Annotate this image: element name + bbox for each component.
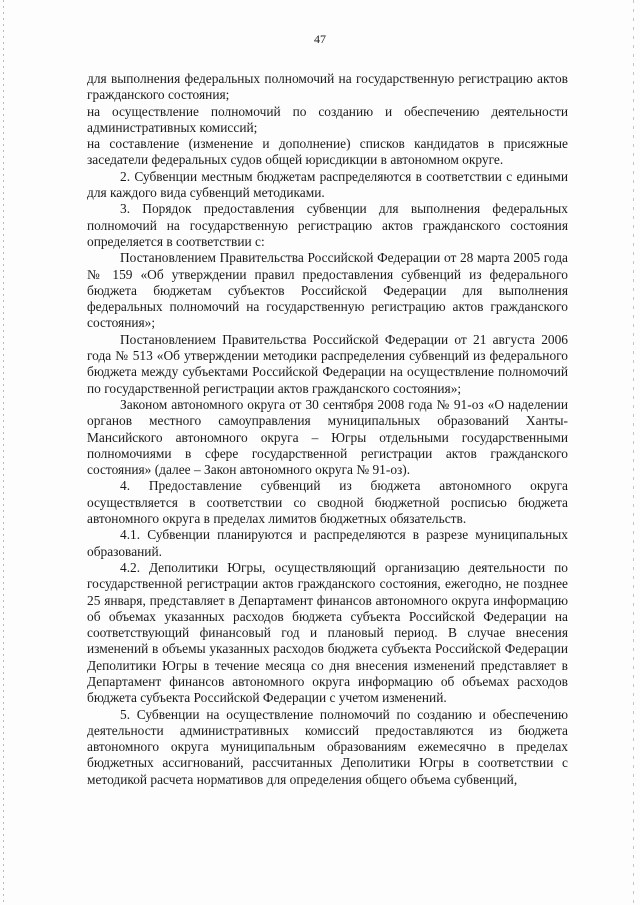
scan-edge-right [633, 0, 634, 905]
paragraph: Постановлением Правительства Российской Федерации от 21 августа 2006 года № 513 «Об утверждении методики распределения субвенций из федерального бюджета между субъектами Российской Федерации на осуществление полномочий по государственной регистрации актов гражданского состояния»; [87, 331, 568, 396]
paragraph: Законом автономного округа от 30 сентября 2008 года № 91-оз «О наделении органов местного самоуправления муниципальных образований Ханты-Мансийского автономного округа – Югры отдельными государственными полномочиями в сфере государственной регистрации актов гражданского состояния» (далее – Закон автономного округа № 91-оз). [87, 396, 568, 478]
paragraph: 3. Порядок предоставления субвенции для выполнения федеральных полномочий на государственную регистрацию актов гражданского состояния определяется в соответствии с: [87, 201, 568, 249]
page-number: 47 [314, 32, 326, 46]
paragraph: на составление (изменение и дополнение) списков кандидатов в присяжные заседатели федеральных судов общей юрисдикции в автономном округе. [87, 136, 568, 168]
paragraph: 5. Субвенции на осуществление полномочий по созданию и обеспечению деятельности административных комиссий предоставляются из бюджета автономного округа муниципальным образованиям ежемесячно в пределах бюджетных ассигнований, рассчитанных Дeполитики Югры в соответствии с методикой расчета нормативов для определения общего объема субвенций, [87, 706, 568, 787]
paragraph: для выполнения федеральных полномочий на государственную регистрацию актов гражданского состояния; [87, 71, 568, 103]
paragraph: 2. Субвенции местным бюджетам распределяются в соответствии с едиными для каждого вида субвенций методиками. [87, 168, 568, 201]
body-text [87, 71, 568, 788]
paragraph: на осуществление полномочий по созданию и обеспечению деятельности административных комиссий; [87, 103, 568, 135]
paragraph: Постановлением Правительства Российской Федерации от 28 марта 2005 года № 159 «Об утверждении правил предоставления субвенций из федерального бюджета бюджетам субъектов Российской Федерации для выполнения федеральных полномочий на государственную регистрацию актов гражданского состояния»; [87, 250, 568, 331]
paragraph: 4.2. Дeполитики Югры, осуществляющий организацию деятельности по государственной регистрации актов гражданского состояния, ежегодно, не позднее 25 января, представляет в Департамент финансов автономного округа информацию об объемах указанных расходов бюджета субъекта Российской Федерации на соответствующий финансовый год и плановый период. В случае внесения изменений в объемы указанных расходов бюджета субъекта Российской Федерации Дeполитики Югры в течение месяца со дня внесения изменений представляет в Департамент финансов автономного округа информацию об объемах расходов бюджета субъекта Российской Федерации с учетом изменений. [87, 559, 568, 706]
paragraph: 4.1. Субвенции планируются и распределяются в разрезе муниципальных образований. [87, 527, 568, 559]
paragraph: 4. Предоставление субвенций из бюджета автономного округа осуществляется в соответствии со сводной бюджетной росписью бюджета автономного округа в пределах лимитов бюджетных обязательств. [87, 478, 568, 527]
scan-edge-left [3, 0, 4, 905]
